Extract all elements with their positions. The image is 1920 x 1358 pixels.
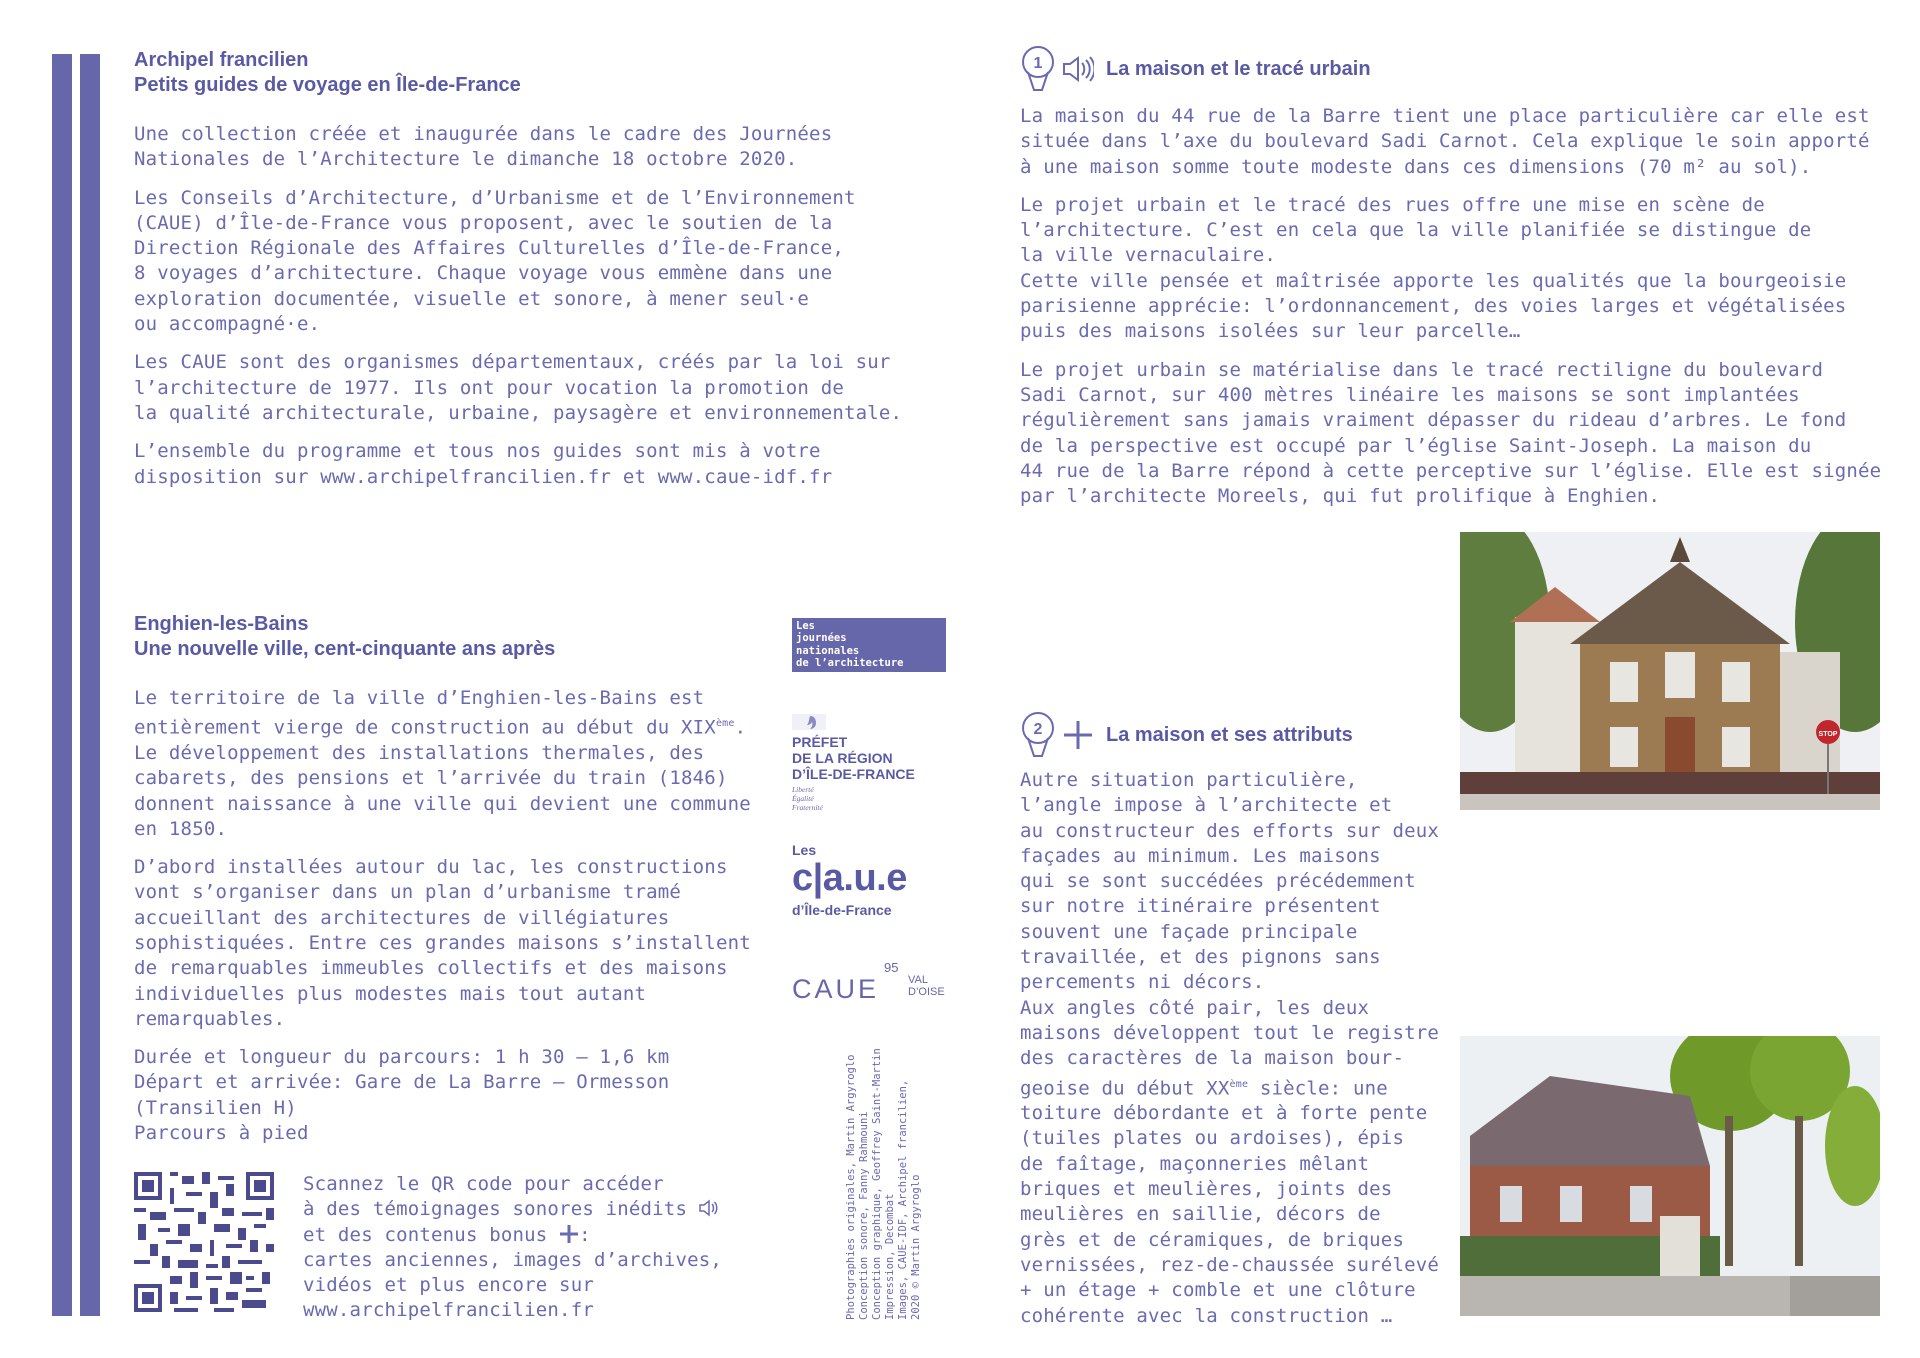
archipel-paragraph: Une collection créée et inaugurée dans le cadre des Journées Nationales de l’Architecture le dimanche 18 octobre 2020.	[134, 123, 833, 171]
plus-icon	[559, 1224, 579, 1244]
caue-idf-logo: Les c|a.u.e d’Île-de-France	[792, 842, 907, 918]
archipel-subtitle: Petits guides de voyage en Île-de-France	[134, 74, 521, 96]
plus-icon	[1062, 719, 1094, 751]
qr-instructions: Scannez le QR code pour accéder à des témoignages sonores inédits et des contenus bonus : cartes anciennes, images d’archives, vidéos et plus encore sur www.archipelfrancilien.fr	[303, 1173, 723, 1322]
archipel-section	[134, 48, 914, 503]
corner-house-photo	[1460, 1036, 1880, 1316]
section1-paragraph: La maison du 44 rue de la Barre tient une place particulière car elle est située dans l’axe du boulevard Sadi Carnot. Cela explique le soin apporté à une maison somme toute modeste dans ces dimensions (70 m² au sol).	[1020, 105, 1870, 178]
enghien-title: Enghien-les-Bains	[134, 613, 309, 635]
svg-text:STOP: STOP	[1818, 731, 1838, 738]
archipel-paragraph: Les CAUE sont des organismes départementaux, créés par la loi sur l’architecture de 1977. Ils ont pour vocation la promotion de la qualité architecturale, urbaine, paysagère et environnementale.	[134, 351, 903, 424]
section2-header	[1020, 710, 1460, 760]
enghien-section	[134, 612, 784, 1159]
svg-text:2: 2	[1033, 721, 1043, 738]
speaker-icon	[1062, 55, 1094, 83]
section1	[1020, 44, 1890, 522]
speaker-icon	[699, 1199, 719, 1217]
section2-title: La maison et ses attributs	[1106, 723, 1353, 746]
house-photo	[1460, 532, 1880, 810]
section2	[1020, 710, 1460, 1342]
caue95-logo: CAUE 95 VAL D’OISE	[792, 960, 945, 1004]
qr-code[interactable]	[134, 1172, 274, 1312]
archipel-paragraph: Les Conseils d’Architecture, d’Urbanisme et de l’Environnement (CAUE) d’Île-de-France vous proposent, avec le soutien de la Direction Régionale des Affaires Culturelles d’Île-de-France, 8 voyages d’architecture. Chaque voyage vous emmène dans une exploration documentée, visuelle et sonore, à mener seul·e ou accompagné·e.	[134, 186, 856, 336]
decorative-bar-right	[80, 54, 100, 1316]
section1-title: La maison et le tracé urbain	[1106, 57, 1371, 80]
archipel-paragraph: L’ensemble du programme et tous nos guides sont mis à votre disposition sur www.archipelfrancilien.fr et www.caue-idf.fr	[134, 440, 833, 488]
enghien-route-info: Durée et longueur du parcours: 1 h 30 — 1,6 km Départ et arrivée: Gare de La Barre – Ormesson (Transilien H) Parcours à pied	[134, 1046, 670, 1145]
decorative-bar-left	[52, 54, 72, 1316]
location-pin-icon	[1020, 44, 1056, 94]
section1-paragraph: Le projet urbain et le tracé des rues offre une mise en scène de l’architecture. C’est en cela que la ville planifiée se distingue de la ville vernaculaire. Cette ville pensée et maîtrisée apporte les qualités que la bourgeoisie parisienne apprécie: l’ordonnancement, des voies larges et végétalisées puis des maisons isolées sur leur parcelle…	[1020, 193, 1847, 343]
section2-paragraph: Autre situation particulière, l’angle impose à l’architecte et au constructeur des efforts sur deux façades au minimum. Les maisons qui se sont succédées précédemment sur notre itinéraire présentent souvent une façade principale travaillée, et des pignons sans percements ni décors. Aux angles côté pair, les deux maisons développent tout le registre des caractères de la maison bour- geoise du début XXème siècle: une toiture débordante et à forte pente (tuiles plates ou ardoises), épis de faîtage, maçonneries mêlant briques et meulières, joints des meulières en saillie, décors de grès et de céramiques, de briques vernissées, rez-de-chaussée surélevé + un étage + comble et une clôture cohérente avec la construction …	[1020, 769, 1440, 1327]
enghien-subtitle: Une nouvelle ville, cent-cinquante ans après	[134, 638, 556, 660]
marianne-icon	[792, 712, 826, 732]
jna-logo: Les journées nationales de l’architecture	[792, 618, 946, 680]
svg-text:1: 1	[1033, 55, 1043, 72]
prefet-logo: PRÉFET DE LA RÉGION D’ÎLE-DE-FRANCE Liberté Égalité Fraternité	[792, 712, 952, 812]
archipel-title: Archipel francilien	[134, 49, 309, 71]
enghien-paragraph: Le territoire de la ville d’Enghien-les-Bains est entièrement vierge de construction au début du XIXème. Le développement des installations thermales, des cabarets, des pensions et l’arrivée du train (1846) donnent naissance à une ville qui devient une commune en 1850.	[134, 687, 751, 840]
section1-header	[1020, 44, 1890, 94]
credits: Photographies originales, Martin Argyroglo Conception sonore, Fanny Rahmouni Conception graphique, Geoffrey Saint-Martin Impression, Decombat Images, CAUE-IDF, Archipel francilien, 2020 © Martin Argyroglo	[845, 1048, 922, 1320]
section1-paragraph: Le projet urbain se matérialise dans le tracé rectiligne du boulevard Sadi Carnot, sur 400 mètres linéaire les maisons se sont implantées régulièrement sans jamais vraiment dépasser du rideau d’arbres. Le fond de la perspective est occupé par l’église Saint-Joseph. La maison du 44 rue de la Barre répond à cette perceptive sur l’église. Elle est signée par l’architecte Moreels, qui fut prolifique à Enghien.	[1020, 358, 1882, 508]
location-pin-icon	[1020, 710, 1056, 760]
enghien-paragraph: D’abord installées autour du lac, les constructions vont s’organiser dans un plan d’urbanisme tramé accueillant des architectures de villégiatures sophistiquées. Entre ces grandes maisons s’installent de remarquables immeubles collectifs et des maisons individuelles plus modestes mais tout autant remarquables.	[134, 856, 751, 1030]
